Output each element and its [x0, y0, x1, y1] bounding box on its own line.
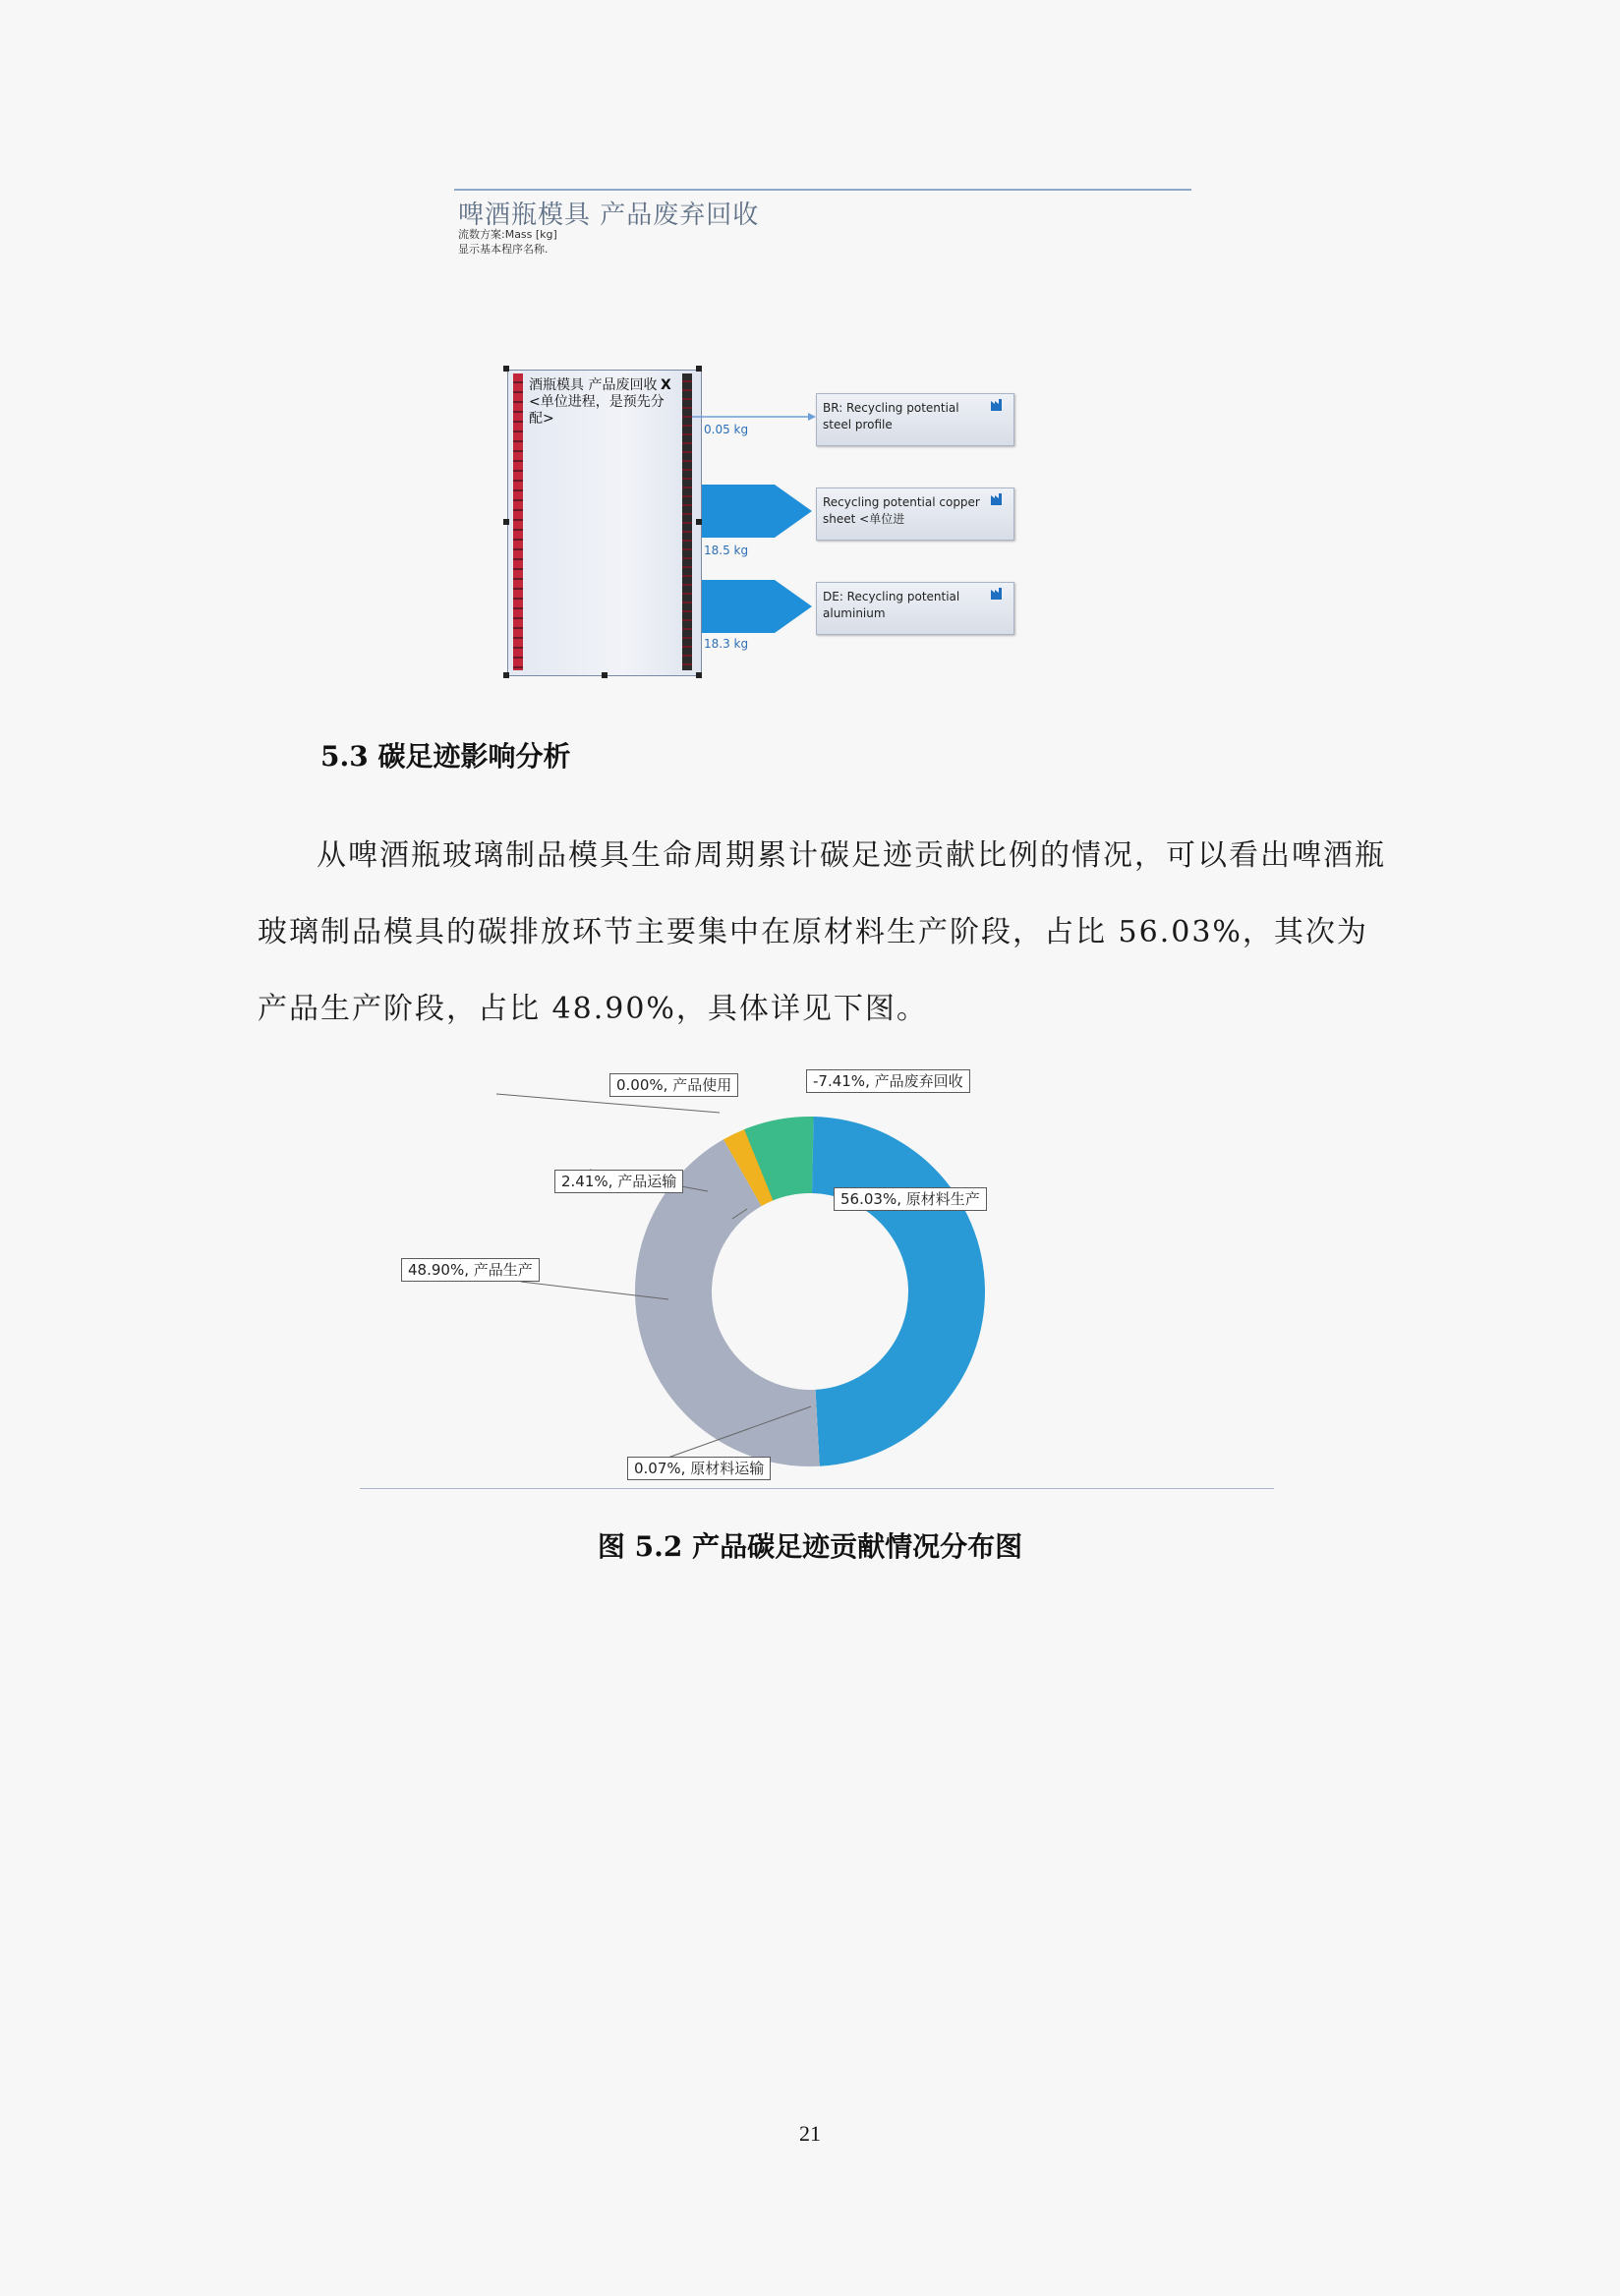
- flow-target-aluminium: [816, 582, 1014, 635]
- flow-amount-copper: 18.5 kg: [704, 544, 749, 557]
- selection-handle: [503, 519, 509, 525]
- flow-figure-note: 显示基本程序名称.: [458, 243, 549, 256]
- chart-label-waste-recycling: -7.41%, 产品废弃回收: [806, 1069, 970, 1093]
- flow-target-label: BR: Recycling potential steel profile: [823, 401, 959, 431]
- selection-handle: [696, 366, 702, 372]
- chart-label-product-use: 0.00%, 产品使用: [609, 1073, 738, 1097]
- process-node-label: 酒瓶模具 产品废回收 <单位进程，是预先分配>: [529, 377, 665, 427]
- factory-icon: [990, 398, 1008, 412]
- chart-bottom-rule: [360, 1488, 1274, 1489]
- flow-target-copper: [816, 488, 1014, 541]
- flow-target-steel: [816, 393, 1014, 446]
- chart-label-raw-material-production: 56.03%, 原材料生产: [834, 1187, 987, 1211]
- selection-handle: [696, 672, 702, 678]
- flow-target-label: Recycling potential copper sheet <单位进: [823, 495, 980, 526]
- flow-arrow-aluminium: [702, 580, 812, 633]
- factory-icon: [990, 492, 1008, 506]
- flow-figure-subtitle: 流数方案:Mass [kg]: [458, 228, 557, 241]
- flow-header-rule: [454, 189, 1191, 191]
- selection-handle: [503, 366, 509, 372]
- section-heading: 5.3 碳足迹影响分析: [320, 740, 571, 773]
- flow-arrows: [688, 373, 826, 668]
- chart-label-raw-material-transport: 0.07%, 原材料运输: [627, 1457, 771, 1480]
- flow-target-label: DE: Recycling potential aluminium: [823, 590, 960, 620]
- process-close-icon: X: [661, 377, 671, 393]
- flow-arrowhead-steel: [808, 413, 816, 421]
- page-number: 21: [799, 2121, 821, 2146]
- factory-icon: [990, 587, 1008, 601]
- selection-handle: [503, 672, 509, 678]
- chart-label-product-production: 48.90%, 产品生产: [401, 1258, 540, 1282]
- flow-figure-title: 啤酒瓶模具 产品废弃回收: [458, 201, 760, 230]
- figure-caption: 图 5.2 产品碳足迹贡献情况分布图: [597, 1530, 1023, 1563]
- process-input-bar: [513, 373, 523, 670]
- chart-label-product-transport: 2.41%, 产品运输: [554, 1170, 683, 1193]
- selection-handle: [602, 672, 608, 678]
- flow-arrow-copper: [702, 485, 812, 538]
- donut-slice-0: [812, 1117, 985, 1466]
- flow-amount-aluminium: 18.3 kg: [704, 637, 749, 651]
- body-paragraph: 从啤酒瓶玻璃制品模具生命周期累计碳足迹贡献比例的情况，可以看出啤酒瓶玻璃制品模具的碳排放环节主要集中在原材料生产阶段，占比 56.03%，其次为产品生产阶段，占比 48.90%，具体详见下图。: [258, 838, 1386, 1026]
- flow-amount-steel: 0.05 kg: [704, 423, 749, 436]
